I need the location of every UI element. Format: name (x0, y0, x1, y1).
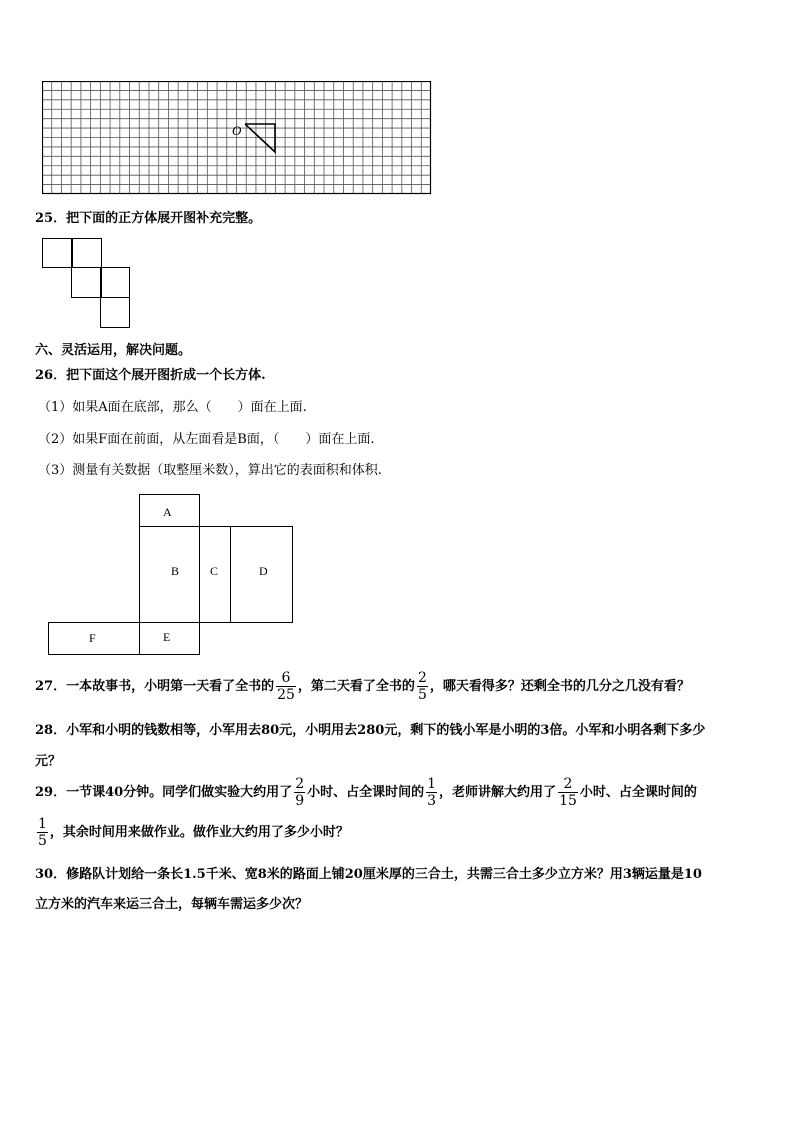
cube-net-partial (42, 238, 132, 330)
q26-text: 26．把下面这个展开图折成一个长方体. (35, 368, 266, 383)
q28-line2: 元？ (35, 754, 62, 769)
q29-part: 小时、占全课时间的 (307, 785, 425, 800)
q26-sub2: （2）如果F面在前面，从左面看是B面，（ ）面在上面. (38, 432, 375, 447)
fraction-denominator: 9 (295, 793, 305, 809)
face-b-label: B (171, 564, 180, 578)
q25-text: 25．把下面的正方体展开图补充完整。 (35, 211, 262, 226)
fraction-denominator: 25 (277, 687, 295, 703)
q29-part: 29．一节课40分钟。同学们做实验大约用了 (35, 785, 293, 800)
fraction-numerator: 1 (427, 776, 437, 792)
fraction (276, 670, 296, 703)
q28-line1: 28．小军和小明的钱数相等，小军用去80元，小明用去280元，剩下的钱小军是小明的3倍。小军和小明各剩下多少 (35, 723, 706, 738)
net-square (100, 267, 130, 298)
q30-line2: 立方米的汽车来运三合土，每辆车需运多少次？ (35, 897, 309, 912)
net-square (42, 238, 73, 268)
face-a-label: A (163, 505, 172, 519)
fraction-denominator: 3 (427, 793, 437, 809)
section-title: 六、灵活运用，解决问题。 (35, 343, 192, 358)
q29-part: ，老师讲解大约用了 (439, 785, 557, 800)
fraction (417, 670, 428, 703)
fraction-numerator: 2 (563, 776, 573, 792)
q27-text (35, 669, 690, 705)
face-e-label: E (163, 630, 171, 644)
fraction (558, 776, 578, 809)
fraction-numerator: 1 (38, 816, 47, 832)
coordinate-grid (42, 81, 432, 199)
q30-line1: 30．修路队计划给一条长1.5千米、宽8米的路面上铺20厘米厚的三合土，共需三合土多少立方米？用3辆运量是10 (35, 867, 702, 882)
q29-line2 (35, 815, 349, 851)
q27-part: ，哪天看得多？还剩全书的几分之几没有看？ (429, 679, 690, 694)
q26-sub3: （3）测量有关数据（取整厘米数），算出它的表面积和体积. (38, 463, 382, 478)
q26-sub1: （1）如果A面在底部，那么（ ）面在上面. (38, 400, 307, 415)
fraction (426, 776, 437, 809)
fraction-denominator: 5 (417, 687, 427, 703)
q27-part: ，第二天看了全书的 (297, 679, 415, 694)
face-b (139, 526, 200, 623)
q29-part: ，其余时间用来做作业。做作业大约用了多少小时？ (49, 825, 349, 840)
origin-label: O (232, 123, 242, 138)
net-square (71, 238, 102, 268)
net-square (100, 297, 130, 328)
fraction-numerator: 2 (295, 776, 305, 792)
q29-line1 (35, 775, 697, 811)
fraction (37, 816, 48, 849)
face-c-label: C (210, 564, 219, 578)
fraction-numerator: 2 (417, 670, 427, 686)
q29-part: 小时、占全课时间的 (579, 785, 697, 800)
face-f-label: F (89, 631, 96, 645)
fraction-denominator: 5 (38, 833, 47, 849)
prism-net (48, 494, 298, 656)
fraction (294, 776, 305, 809)
grid-figure (42, 81, 432, 195)
fraction-denominator: 15 (559, 793, 577, 809)
q27-part: 27．一本故事书，小明第一天看了全书的 (35, 679, 275, 694)
fraction-numerator: 6 (281, 670, 291, 686)
face-d-label: D (259, 564, 268, 578)
net-square (71, 267, 102, 298)
